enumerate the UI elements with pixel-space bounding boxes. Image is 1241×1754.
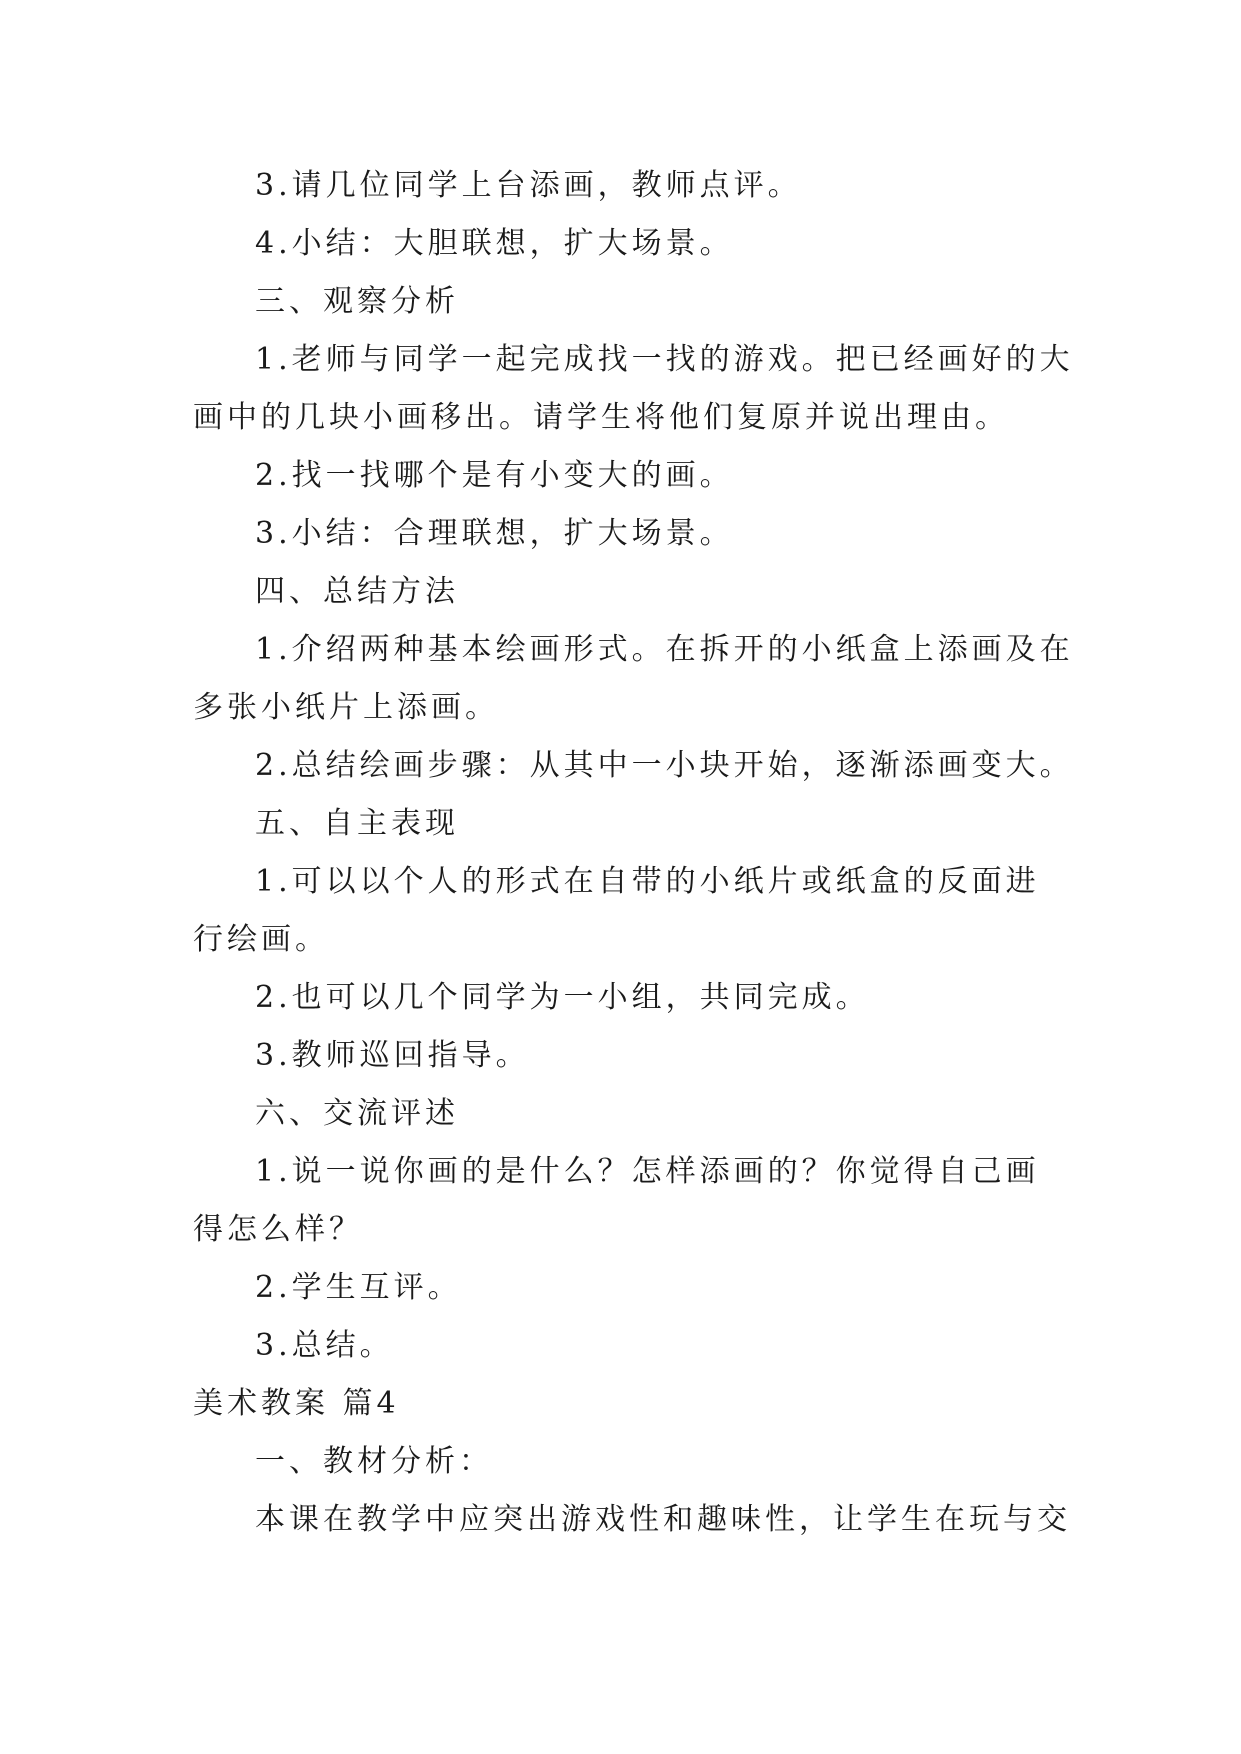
paragraph-line: 4.小结：大胆联想，扩大场景。 [255,226,734,261]
paragraph-line: 画中的几块小画移出。请学生将他们复原并说出理由。 [193,400,1009,435]
paragraph-line: 2.找一找哪个是有小变大的画。 [255,458,734,493]
document-section-title: 美术教案 篇4 [193,1386,400,1421]
section-heading: 四、总结方法 [255,574,459,609]
section-heading: 一、教材分析： [255,1444,493,1479]
paragraph-line: 行绘画。 [193,922,329,957]
paragraph-line: 3.教师巡回指导。 [255,1038,530,1073]
section-heading: 五、自主表现 [255,806,459,841]
paragraph-line: 1.介绍两种基本绘画形式。在拆开的小纸盒上添画及在 [255,632,1074,667]
paragraph-line: 2.也可以几个同学为一小组，共同完成。 [255,980,870,1015]
paragraph-line: 3.小结：合理联想，扩大场景。 [255,516,734,551]
paragraph-line: 1.说一说你画的是什么？怎样添画的？你觉得自己画 [255,1154,1040,1189]
paragraph-line: 多张小纸片上添画。 [193,690,499,725]
paragraph-line: 3.总结。 [255,1328,394,1363]
section-heading: 三、观察分析 [255,284,459,319]
section-heading: 六、交流评述 [255,1096,459,1131]
paragraph-line: 2.总结绘画步骤：从其中一小块开始，逐渐添画变大。 [255,748,1074,783]
paragraph-line: 3.请几位同学上台添画，教师点评。 [255,168,802,203]
paragraph-line: 1.可以以个人的形式在自带的小纸片或纸盒的反面进 [255,864,1040,899]
paragraph-line: 1.老师与同学一起完成找一找的游戏。把已经画好的大 [255,342,1074,377]
paragraph-line: 本课在教学中应突出游戏性和趣味性，让学生在玩与交 [255,1502,1071,1537]
paragraph-line: 得怎么样？ [193,1212,363,1247]
paragraph-line: 2.学生互评。 [255,1270,462,1305]
